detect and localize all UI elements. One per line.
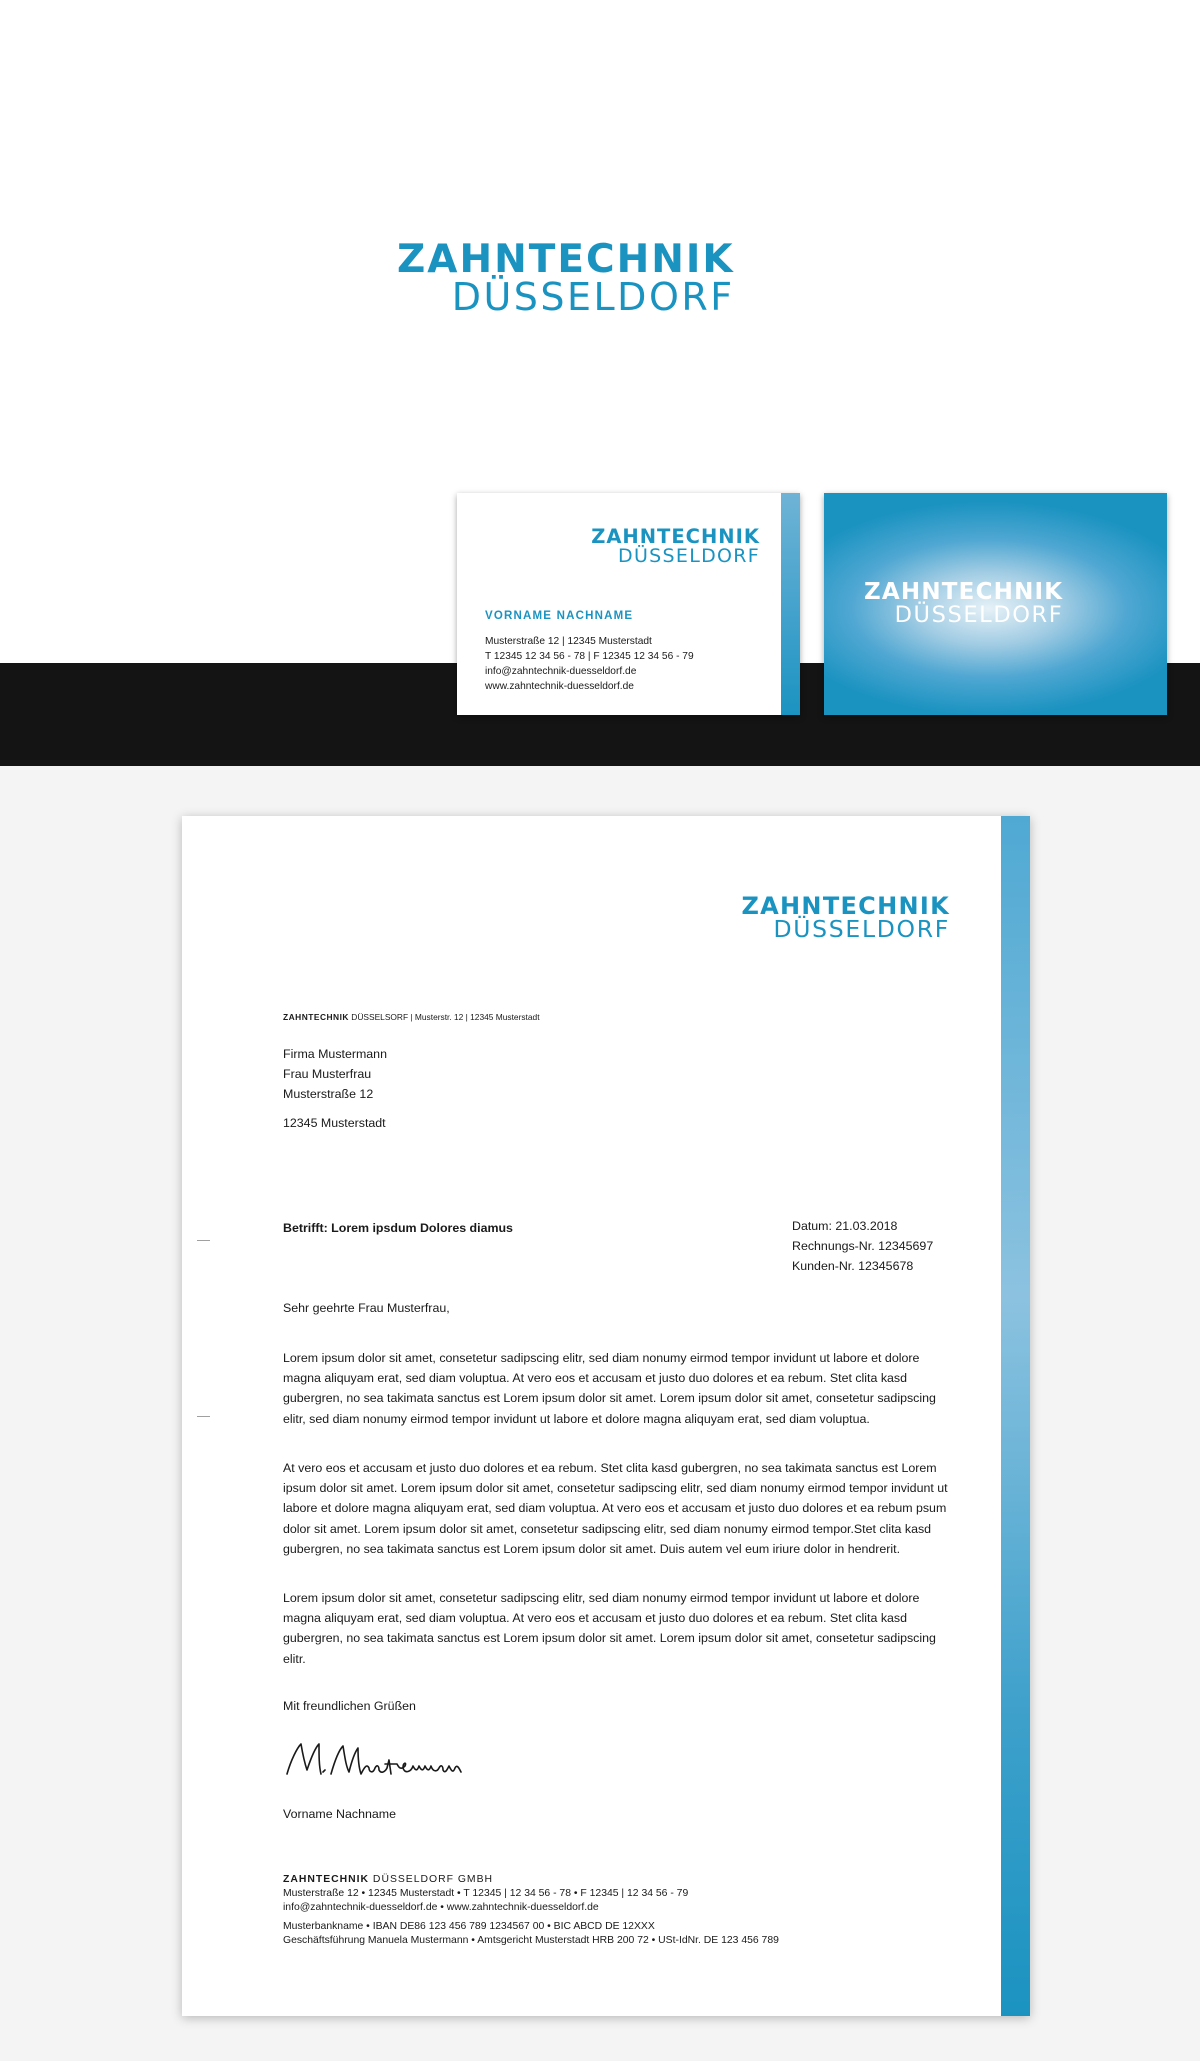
card-website: www.zahntechnik-duesseldorf.de [485,681,634,692]
sender-line [283,1012,540,1022]
letter-subject: Betrifft: Lorem ipsdum Dolores diamus [283,1221,513,1235]
customer-number: Kunden-Nr. 12345678 [792,1259,914,1273]
invoice-number: Rechnungs-Nr. 12345697 [792,1239,934,1253]
card-accent-stripe [781,493,800,715]
card-back-logo [864,581,1063,627]
footer-web-line: info@zahntechnik-duesseldorf.de • www.zahntechnik-duesseldorf.de [283,1902,599,1913]
logo-line-2: DÜSSELDORF [894,602,1064,628]
letter-accent-stripe [1001,816,1030,2016]
letter-date: Datum: 21.03.2018 [792,1219,898,1233]
signer-name: Vorname Nachname [283,1807,396,1821]
body-paragraph-3: Lorem ipsum dolor sit amet, consetetur sadipscing elitr, sed diam nonumy eirmod tempor invidunt ut labore et dolore magna aliquyam erat, sed diam voluptua. At vero eos et accusam et justo duo dolores et ea rebum. Stet clita kasd gubergren, no sea takimata sanctus est Lorem ipsum dolor sit amet. Lorem ipsum dolor sit amet, consetetur sadipscing elitr. [283,1591,936,1666]
business-card-back [824,493,1167,715]
footer-company-bold: ZAHNTECHNIK [283,1874,370,1885]
letter-meta [792,1216,933,1276]
fold-mark-middle [197,1416,210,1417]
footer-address-line: Musterstraße 12 • 12345 Musterstadt • T 12345 | 12 34 56 - 78 • F 12345 | 12 34 56 - 79 [283,1888,689,1899]
hero-logo [397,237,735,319]
logo-line-1: ZAHNTECHNIK [397,237,735,282]
recipient-city: 12345 Musterstadt [283,1116,386,1130]
salutation: Sehr geehrte Frau Musterfrau, [283,1301,450,1315]
footer-bank-line: Musterbankname • IBAN DE86 123 456 789 1234567 00 • BIC ABCD DE 12XXX [283,1921,655,1932]
handwritten-signature [283,1730,483,1794]
letter-logo [741,894,950,942]
sender-address: DÜSSELSORF | Musterstr. 12 | 12345 Musterstadt [348,1012,540,1022]
body-paragraph-1: Lorem ipsum dolor sit amet, consetetur sadipscing elitr, sed diam nonumy eirmod tempor invidunt ut labore et dolore magna aliquyam erat, sed diam voluptua. At vero eos et accusam et justo duo dolores et ea rebum. Stet clita kasd gubergren, no sea takimata sanctus est Lorem ipsum dolor sit amet. Lorem ipsum dolor sit amet, consetetur sadipscing elitr, sed diam nonumy eirmod tempor invidunt ut labore et dolore magna aliquyam erat, sed diam voluptua. [283,1351,936,1426]
logo-line-1: ZAHNTECHNIK [741,892,950,920]
recipient-company: Firma Mustermann [283,1047,387,1061]
fold-mark-top [197,1240,210,1241]
business-card-front [457,493,800,715]
letterhead-page [182,816,1030,2016]
logo-line-2: DÜSSELDORF [618,544,760,567]
footer-legal-line: Geschäftsführung Manuela Mustermann • Amtsgericht Musterstadt HRB 200 72 • USt-IdNr. DE 123 456 789 [283,1935,779,1946]
body-paragraph-2: At vero eos et accusam et justo duo dolores et ea rebum. Stet clita kasd gubergren, no sea takimata sanctus est Lorem ipsum dolor sit amet. Lorem ipsum dolor sit amet, consetetur sadipscing elitr, sed diam nonumy eirmod tempor invidunt ut labore et dolore magna aliquyam erat, sed diam voluptua. At vero eos et accusam et justo duo dolores et ea rebum psum dolor sit amet. Lorem ipsum dolor sit amet, consetetur sadipscing elitr, sed diam nonumy eirmod tempor.Stet clita kasd gubergren, no sea takimata sanctus est Lorem ipsum dolor sit amet. Duis autem vel eum iriure dolor in hendrerit. [283,1461,948,1556]
logo-line-1: ZAHNTECHNIK [591,525,760,548]
card-address: Musterstraße 12 | 12345 Musterstadt [485,636,652,647]
card-front-logo [591,527,760,566]
footer-company-rest: DÜSSELDORF GMBH [369,1874,494,1885]
footer-title [283,1873,493,1887]
card-contact-block [485,634,694,694]
recipient-block [283,1044,387,1104]
card-email: info@zahntechnik-duesseldorf.de [485,666,637,677]
recipient-person: Frau Musterfrau [283,1067,372,1081]
card-phone-fax: T 12345 12 34 56 - 78 | F 12345 12 34 56 - 79 [485,651,694,662]
logo-line-2: DÜSSELDORF [773,915,950,943]
recipient-street: Musterstraße 12 [283,1087,374,1101]
logo-line-1: ZAHNTECHNIK [864,579,1064,605]
closing-phrase: Mit freundlichen Grüßen [283,1699,416,1713]
sender-company: ZAHNTECHNIK [283,1012,349,1022]
card-person-name: VORNAME NACHNAME [485,610,634,622]
logo-line-2: DÜSSELDORF [451,275,735,319]
